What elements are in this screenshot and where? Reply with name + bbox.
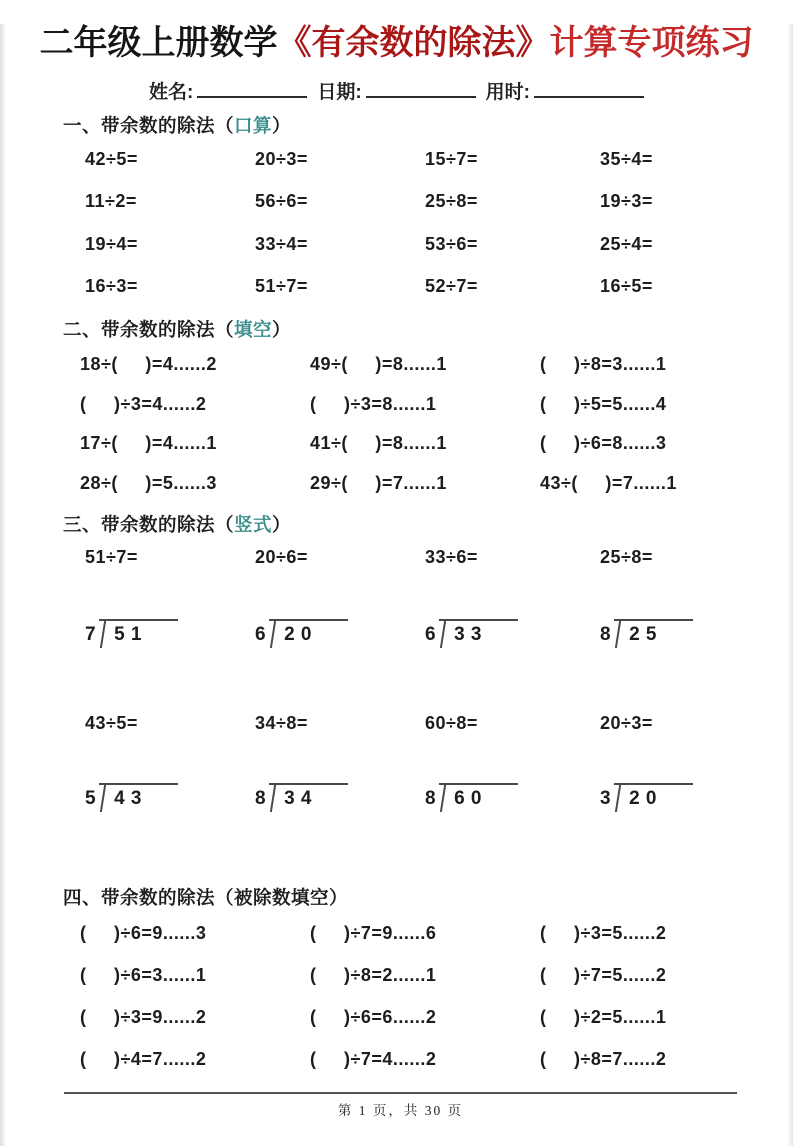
oral-problem: 33÷4= <box>255 233 308 254</box>
long-division-divisor: 5 <box>85 788 97 809</box>
oral-problem: 11÷2= <box>85 191 137 212</box>
vertical-form-equation: 33÷6= <box>425 546 478 567</box>
vertical-form-equation: 20÷6= <box>255 546 308 567</box>
section4-heading-text: 四、带余数的除法（被除数填空） <box>63 887 349 908</box>
fill-blank-problem: 43÷( )=7......1 <box>540 472 677 493</box>
long-division-problem <box>600 774 793 812</box>
dividend-fill-problem: ( )÷7=4......2 <box>310 1048 437 1069</box>
long-division-problem <box>425 774 600 812</box>
section3-tag: 竖式 <box>234 514 273 535</box>
vertical-form-equation: 51÷7= <box>85 546 138 567</box>
fill-blank-problem: 41÷( )=8......1 <box>310 433 447 454</box>
page-number-text: 第 1 页，共 30 页 <box>337 1103 464 1118</box>
fill-blank-problem: 18÷( )=4......2 <box>80 354 217 375</box>
section3-equations-row2 <box>0 708 793 738</box>
dividend-fill-problem: ( )÷3=9......2 <box>80 1006 207 1027</box>
dividend-fill-problem: ( )÷4=7......2 <box>80 1048 207 1069</box>
long-division-problem <box>255 774 425 812</box>
oral-problem: 42÷5= <box>85 148 138 169</box>
section3-heading-text: 三、带余数的除法（ <box>63 514 235 535</box>
section3-longdiv-row2 <box>0 774 793 812</box>
time-blank-line <box>534 79 644 98</box>
date-label: 日期: <box>317 82 362 103</box>
long-division-problem <box>425 610 600 648</box>
section2-heading <box>63 316 793 342</box>
section1-heading-close: ） <box>272 115 292 136</box>
oral-problem: 20÷3= <box>255 148 308 169</box>
long-division-divisor: 3 <box>600 788 612 809</box>
long-division-dividend: 2 0 <box>269 619 348 648</box>
section2-heading-text: 二、带余数的除法（ <box>63 319 235 340</box>
fill-blank-problem: ( )÷5=5......4 <box>540 393 667 414</box>
long-division-dividend: 3 4 <box>269 783 348 812</box>
oral-problem: 51÷7= <box>255 276 308 297</box>
oral-problem: 25÷8= <box>425 191 478 212</box>
section3-heading-close: ） <box>272 514 292 535</box>
oral-problem: 52÷7= <box>425 276 478 297</box>
section1-tag: 口算 <box>234 115 273 136</box>
section1-problem-grid <box>0 138 793 308</box>
long-division-problem <box>255 610 425 648</box>
fill-blank-problem: ( )÷3=8......1 <box>310 393 437 414</box>
dividend-fill-problem: ( )÷8=7......2 <box>540 1048 667 1069</box>
section2-tag: 填空 <box>234 319 273 340</box>
long-division-dividend: 6 0 <box>439 783 518 812</box>
oral-problem: 15÷7= <box>425 148 478 169</box>
section3-longdiv-row1 <box>0 610 793 648</box>
name-label: 姓名: <box>149 82 194 103</box>
oral-problem: 56÷6= <box>255 191 308 212</box>
long-division-problem <box>85 774 255 812</box>
long-division-divisor: 6 <box>425 624 437 645</box>
section1-heading-text: 一、带余数的除法（ <box>63 115 235 136</box>
fill-blank-problem: 49÷( )=8......1 <box>310 354 447 375</box>
vertical-form-equation: 34÷8= <box>255 712 308 733</box>
oral-problem: 53÷6= <box>425 233 478 254</box>
section1-heading <box>63 112 793 138</box>
dividend-fill-problem: ( )÷7=9......6 <box>310 922 437 943</box>
title-grade-part: 二年级上册数学 <box>39 25 278 62</box>
dividend-fill-problem: ( )÷6=6......2 <box>310 1006 437 1027</box>
fill-blank-problem: ( )÷8=3......1 <box>540 354 667 375</box>
fill-blank-problem: 29÷( )=7......1 <box>310 472 447 493</box>
oral-problem: 16÷3= <box>85 276 138 297</box>
long-division-divisor: 8 <box>600 624 612 645</box>
section3-equations-row1 <box>0 542 793 572</box>
vertical-form-equation: 60÷8= <box>425 712 478 733</box>
page-footer <box>64 1092 737 1119</box>
section4-problem-grid <box>0 912 793 1080</box>
oral-problem: 16÷5= <box>600 276 653 297</box>
student-info-row <box>0 77 793 104</box>
date-blank-line <box>366 79 476 98</box>
fill-blank-problem: 17÷( )=4......1 <box>80 433 217 454</box>
fill-blank-problem: 28÷( )=5......3 <box>80 472 217 493</box>
long-division-divisor: 8 <box>255 788 267 809</box>
title-practice-part: 计算专项练习 <box>549 25 754 62</box>
long-division-dividend: 2 5 <box>614 619 693 648</box>
oral-problem: 19÷3= <box>600 191 653 212</box>
fill-blank-problem: ( )÷3=4......2 <box>80 393 207 414</box>
dividend-fill-problem: ( )÷2=5......1 <box>540 1006 667 1027</box>
dividend-fill-problem: ( )÷7=5......2 <box>540 964 667 985</box>
long-division-divisor: 8 <box>425 788 437 809</box>
long-division-divisor: 6 <box>255 624 267 645</box>
long-division-dividend: 3 3 <box>439 619 518 648</box>
time-label: 用时: <box>485 82 530 103</box>
fill-blank-problem: ( )÷6=8......3 <box>540 433 667 454</box>
vertical-form-equation: 25÷8= <box>600 546 653 567</box>
section4-heading <box>63 884 793 910</box>
dividend-fill-problem: ( )÷8=2......1 <box>310 964 437 985</box>
section2-heading-close: ） <box>272 319 292 340</box>
long-division-dividend: 5 1 <box>99 619 178 648</box>
long-division-divisor: 7 <box>85 624 97 645</box>
oral-problem: 19÷4= <box>85 233 138 254</box>
section2-problem-grid <box>0 345 793 503</box>
vertical-form-equation: 43÷5= <box>85 712 138 733</box>
title-topic-part: 《有余数的除法》 <box>277 25 550 62</box>
long-division-problem <box>600 610 793 648</box>
long-division-dividend: 4 3 <box>99 783 178 812</box>
long-division-problem <box>85 610 255 648</box>
oral-problem: 25÷4= <box>600 233 653 254</box>
vertical-form-equation: 20÷3= <box>600 712 653 733</box>
section3-heading <box>63 511 793 537</box>
long-division-dividend: 2 0 <box>614 783 693 812</box>
name-blank-line <box>197 79 307 98</box>
dividend-fill-problem: ( )÷6=9......3 <box>80 922 207 943</box>
oral-problem: 35÷4= <box>600 148 653 169</box>
dividend-fill-problem: ( )÷6=3......1 <box>80 964 207 985</box>
dividend-fill-problem: ( )÷3=5......2 <box>540 922 667 943</box>
worksheet-title <box>0 24 793 64</box>
